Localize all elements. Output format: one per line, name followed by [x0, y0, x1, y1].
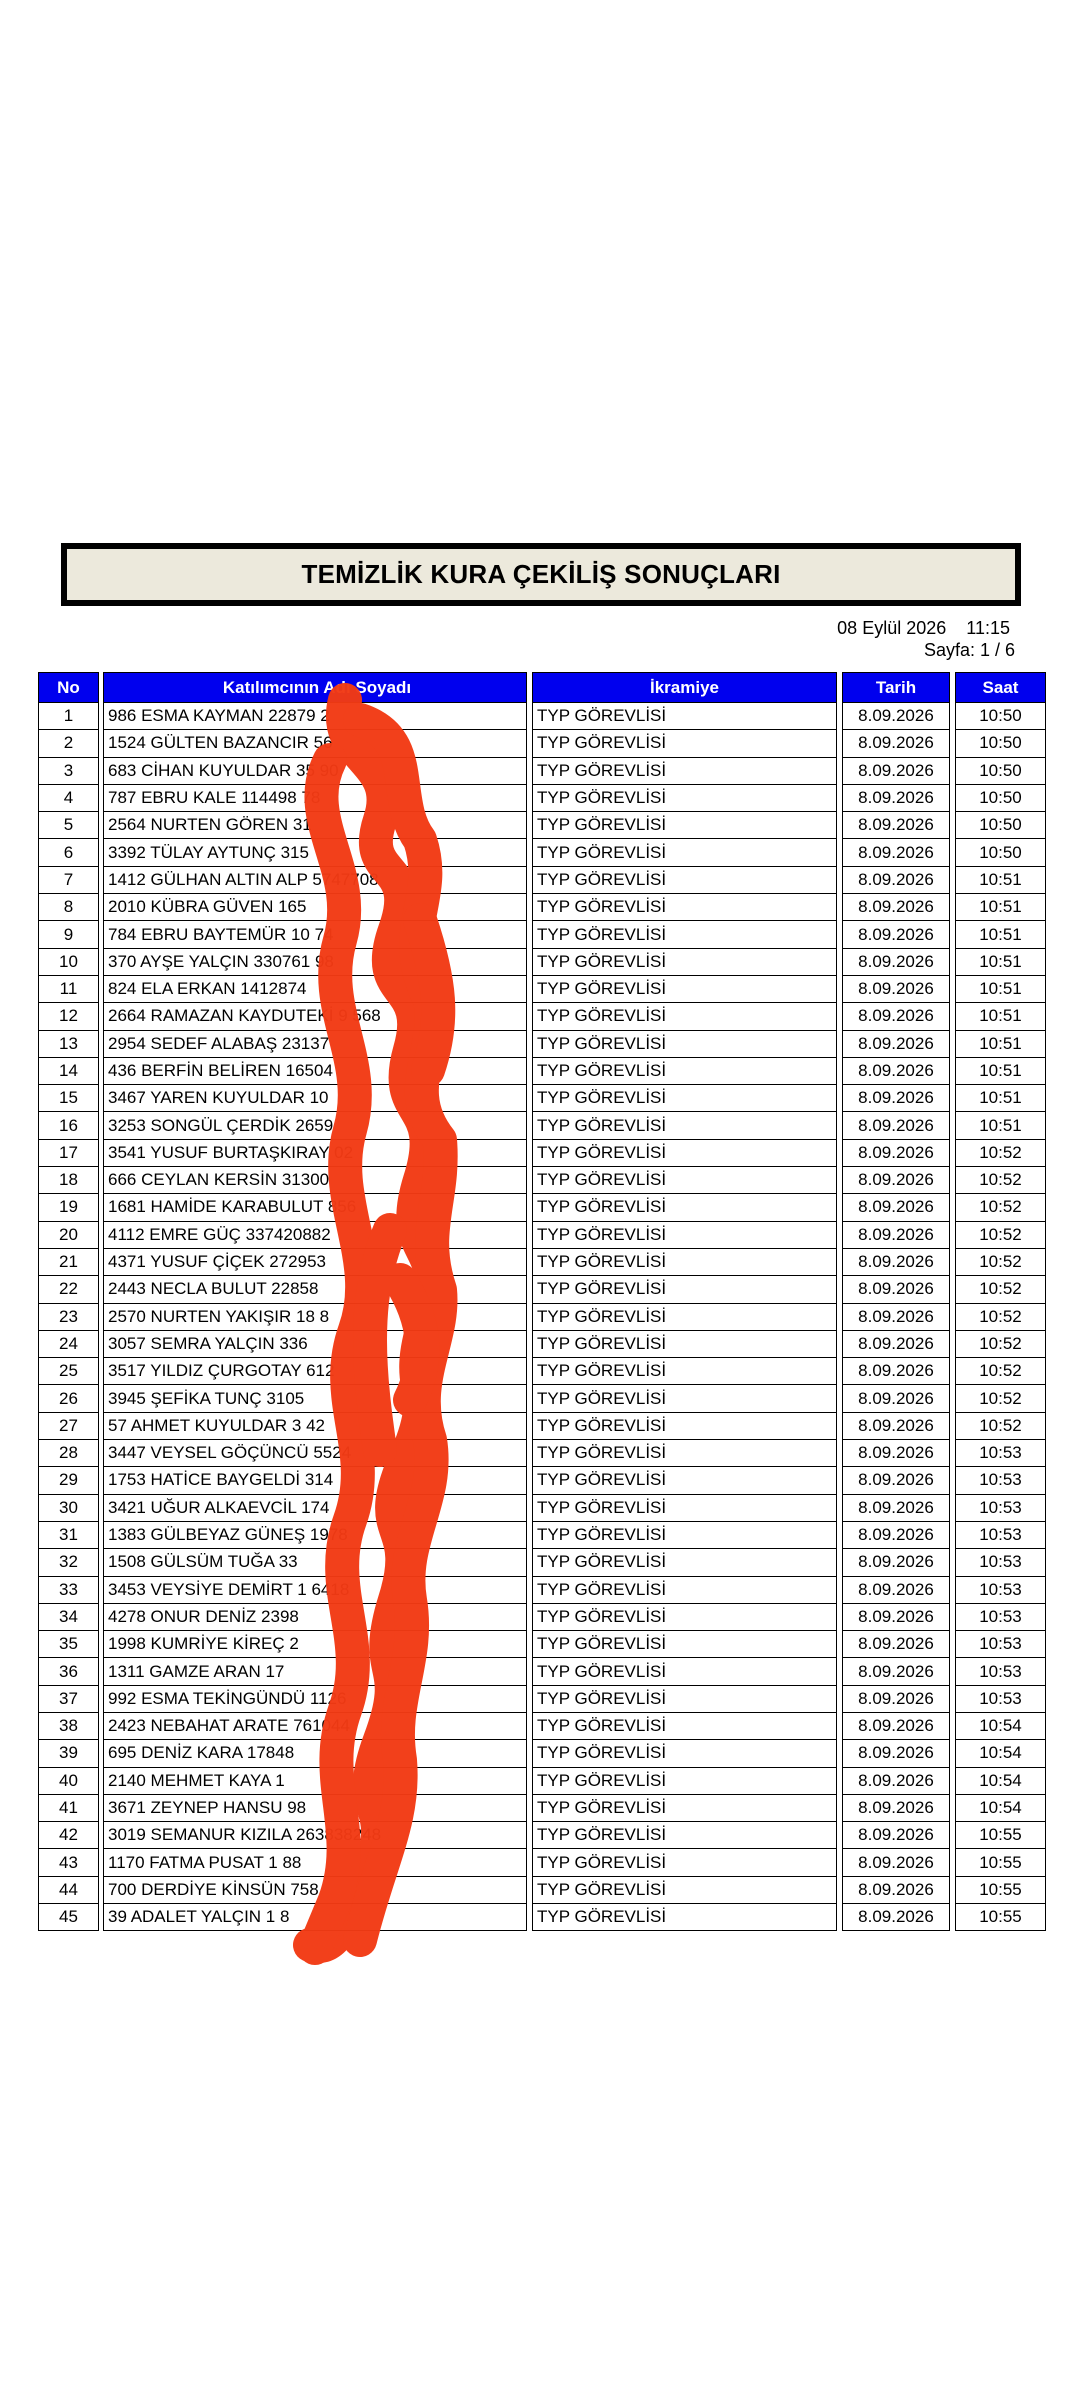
row-date: 8.09.2026	[842, 1549, 950, 1576]
row-date: 8.09.2026	[842, 976, 950, 1003]
row-prize: TYP GÖREVLİSİ	[532, 1167, 837, 1194]
row-name: 2010 KÜBRA GÜVEN 165	[103, 894, 527, 921]
row-prize: TYP GÖREVLİSİ	[532, 1686, 837, 1713]
row-name: 3392 TÜLAY AYTUNÇ 315	[103, 839, 527, 866]
row-time: 10:51	[955, 1058, 1046, 1085]
row-time: 10:53	[955, 1522, 1046, 1549]
row-no: 29	[38, 1467, 99, 1494]
row-time: 10:54	[955, 1795, 1046, 1822]
row-prize: TYP GÖREVLİSİ	[532, 1249, 837, 1276]
row-date: 8.09.2026	[842, 1249, 950, 1276]
row-time: 10:52	[955, 1194, 1046, 1221]
row-name: 57 AHMET KUYULDAR 3 42	[103, 1413, 527, 1440]
row-prize: TYP GÖREVLİSİ	[532, 703, 837, 730]
table-row	[38, 1194, 1046, 1221]
table-row	[38, 1577, 1046, 1604]
row-time: 10:55	[955, 1877, 1046, 1904]
row-no: 4	[38, 785, 99, 812]
row-time: 10:52	[955, 1167, 1046, 1194]
row-name: 3517 YILDIZ ÇURGOTAY 612	[103, 1358, 527, 1385]
table-row	[38, 1467, 1046, 1494]
row-prize: TYP GÖREVLİSİ	[532, 1031, 837, 1058]
row-no: 40	[38, 1768, 99, 1795]
row-date: 8.09.2026	[842, 812, 950, 839]
row-name: 4371 YUSUF ÇİÇEK 272953	[103, 1249, 527, 1276]
row-no: 25	[38, 1358, 99, 1385]
row-date: 8.09.2026	[842, 703, 950, 730]
row-prize: TYP GÖREVLİSİ	[532, 1577, 837, 1604]
row-date: 8.09.2026	[842, 1385, 950, 1412]
table-row	[38, 1167, 1046, 1194]
row-time: 10:53	[955, 1467, 1046, 1494]
row-no: 21	[38, 1249, 99, 1276]
table-row	[38, 839, 1046, 866]
row-time: 10:54	[955, 1713, 1046, 1740]
row-prize: TYP GÖREVLİSİ	[532, 758, 837, 785]
row-no: 16	[38, 1112, 99, 1139]
row-time: 10:52	[955, 1413, 1046, 1440]
table-row	[38, 812, 1046, 839]
row-date: 8.09.2026	[842, 1304, 950, 1331]
row-no: 38	[38, 1713, 99, 1740]
row-no: 31	[38, 1522, 99, 1549]
row-no: 15	[38, 1085, 99, 1112]
header-time: Saat	[955, 672, 1046, 703]
row-date: 8.09.2026	[842, 1276, 950, 1303]
row-no: 19	[38, 1194, 99, 1221]
table-row	[38, 1003, 1046, 1030]
row-name: 1508 GÜLSÜM TUĞA 33	[103, 1549, 527, 1576]
row-no: 6	[38, 839, 99, 866]
row-prize: TYP GÖREVLİSİ	[532, 730, 837, 757]
row-time: 10:52	[955, 1222, 1046, 1249]
table-row	[38, 1112, 1046, 1139]
row-name: 2443 NECLA BULUT 22858	[103, 1276, 527, 1303]
row-time: 10:51	[955, 949, 1046, 976]
table-row	[38, 1222, 1046, 1249]
row-name: 370 AYŞE YALÇIN 330761 98	[103, 949, 527, 976]
row-prize: TYP GÖREVLİSİ	[532, 1358, 837, 1385]
table-row	[38, 1140, 1046, 1167]
row-no: 20	[38, 1222, 99, 1249]
row-name: 436 BERFİN BELİREN 16504	[103, 1058, 527, 1085]
row-prize: TYP GÖREVLİSİ	[532, 1604, 837, 1631]
row-time: 10:51	[955, 867, 1046, 894]
row-name: 1383 GÜLBEYAZ GÜNEŞ 1978	[103, 1522, 527, 1549]
row-date: 8.09.2026	[842, 894, 950, 921]
row-time: 10:50	[955, 839, 1046, 866]
row-no: 43	[38, 1849, 99, 1876]
row-no: 7	[38, 867, 99, 894]
row-name: 3057 SEMRA YALÇIN 336	[103, 1331, 527, 1358]
row-prize: TYP GÖREVLİSİ	[532, 785, 837, 812]
row-prize: TYP GÖREVLİSİ	[532, 1467, 837, 1494]
row-prize: TYP GÖREVLİSİ	[532, 1276, 837, 1303]
row-name: 1681 HAMİDE KARABULUT 856	[103, 1194, 527, 1221]
table-row	[38, 976, 1046, 1003]
row-prize: TYP GÖREVLİSİ	[532, 921, 837, 948]
row-no: 27	[38, 1413, 99, 1440]
header-prize: İkramiye	[532, 672, 837, 703]
table-row	[38, 1495, 1046, 1522]
row-date: 8.09.2026	[842, 1849, 950, 1876]
row-date: 8.09.2026	[842, 785, 950, 812]
table-row	[38, 1385, 1046, 1412]
table-row	[38, 1822, 1046, 1849]
row-name: 1311 GAMZE ARAN 17	[103, 1658, 527, 1685]
row-name: 3447 VEYSEL GÖÇÜNCÜ 5524	[103, 1440, 527, 1467]
row-prize: TYP GÖREVLİSİ	[532, 1713, 837, 1740]
row-date: 8.09.2026	[842, 1604, 950, 1631]
row-date: 8.09.2026	[842, 758, 950, 785]
row-prize: TYP GÖREVLİSİ	[532, 1058, 837, 1085]
row-name: 4278 ONUR DENİZ 2398	[103, 1604, 527, 1631]
row-date: 8.09.2026	[842, 1112, 950, 1139]
row-name: 1753 HATİCE BAYGELDİ 314	[103, 1467, 527, 1494]
row-date: 8.09.2026	[842, 1713, 950, 1740]
row-name: 2954 SEDEF ALABAŞ 23137	[103, 1031, 527, 1058]
table-row	[38, 703, 1046, 730]
row-prize: TYP GÖREVLİSİ	[532, 1549, 837, 1576]
row-time: 10:52	[955, 1358, 1046, 1385]
row-time: 10:52	[955, 1140, 1046, 1167]
print-time: 11:15	[966, 618, 1010, 638]
row-no: 18	[38, 1167, 99, 1194]
table-row	[38, 1440, 1046, 1467]
table-row	[38, 1522, 1046, 1549]
row-no: 32	[38, 1549, 99, 1576]
row-date: 8.09.2026	[842, 1768, 950, 1795]
table-header	[38, 672, 1046, 703]
table-row	[38, 758, 1046, 785]
row-no: 1	[38, 703, 99, 730]
row-prize: TYP GÖREVLİSİ	[532, 949, 837, 976]
row-no: 26	[38, 1385, 99, 1412]
row-date: 8.09.2026	[842, 1495, 950, 1522]
row-time: 10:52	[955, 1304, 1046, 1331]
row-name: 2664 RAMAZAN KAYDUTEKİ 9 568	[103, 1003, 527, 1030]
row-date: 8.09.2026	[842, 921, 950, 948]
row-name: 2564 NURTEN GÖREN 31	[103, 812, 527, 839]
row-name: 3671 ZEYNEP HANSU 98	[103, 1795, 527, 1822]
row-no: 41	[38, 1795, 99, 1822]
row-time: 10:55	[955, 1904, 1046, 1931]
row-no: 28	[38, 1440, 99, 1467]
row-time: 10:51	[955, 894, 1046, 921]
row-time: 10:50	[955, 812, 1046, 839]
row-date: 8.09.2026	[842, 1577, 950, 1604]
header-date: Tarih	[842, 672, 950, 703]
row-no: 36	[38, 1658, 99, 1685]
row-time: 10:51	[955, 976, 1046, 1003]
row-no: 24	[38, 1331, 99, 1358]
row-name: 3453 VEYSİYE DEMİRT 1 6418	[103, 1577, 527, 1604]
row-prize: TYP GÖREVLİSİ	[532, 1413, 837, 1440]
row-no: 14	[38, 1058, 99, 1085]
row-name: 992 ESMA TEKİNGÜNDÜ 1126	[103, 1686, 527, 1713]
results-table	[38, 672, 1046, 1931]
row-date: 8.09.2026	[842, 1822, 950, 1849]
row-time: 10:54	[955, 1740, 1046, 1767]
row-prize: TYP GÖREVLİSİ	[532, 1194, 837, 1221]
row-prize: TYP GÖREVLİSİ	[532, 976, 837, 1003]
row-date: 8.09.2026	[842, 1740, 950, 1767]
row-no: 37	[38, 1686, 99, 1713]
row-date: 8.09.2026	[842, 839, 950, 866]
row-prize: TYP GÖREVLİSİ	[532, 1631, 837, 1658]
row-name: 3019 SEMANUR KIZILA 263838248	[103, 1822, 527, 1849]
row-no: 45	[38, 1904, 99, 1931]
row-no: 30	[38, 1495, 99, 1522]
row-time: 10:53	[955, 1549, 1046, 1576]
row-time: 10:53	[955, 1440, 1046, 1467]
row-no: 33	[38, 1577, 99, 1604]
row-name: 1998 KUMRİYE KİREÇ 2	[103, 1631, 527, 1658]
row-date: 8.09.2026	[842, 1058, 950, 1085]
row-date: 8.09.2026	[842, 1795, 950, 1822]
table-body	[38, 703, 1046, 1931]
row-name: 4112 EMRE GÜÇ 337420882	[103, 1222, 527, 1249]
table-row	[38, 1085, 1046, 1112]
row-name: 824 ELA ERKAN 1412874	[103, 976, 527, 1003]
table-row	[38, 949, 1046, 976]
row-date: 8.09.2026	[842, 1085, 950, 1112]
row-prize: TYP GÖREVLİSİ	[532, 1768, 837, 1795]
row-date: 8.09.2026	[842, 1522, 950, 1549]
row-prize: TYP GÖREVLİSİ	[532, 1795, 837, 1822]
table-row	[38, 1331, 1046, 1358]
row-name: 3253 SONGÜL ÇERDİK 2659	[103, 1112, 527, 1139]
row-time: 10:52	[955, 1331, 1046, 1358]
row-time: 10:52	[955, 1249, 1046, 1276]
row-date: 8.09.2026	[842, 1413, 950, 1440]
row-date: 8.09.2026	[842, 867, 950, 894]
row-prize: TYP GÖREVLİSİ	[532, 1740, 837, 1767]
row-no: 23	[38, 1304, 99, 1331]
table-row	[38, 1058, 1046, 1085]
row-name: 666 CEYLAN KERSİN 31300	[103, 1167, 527, 1194]
table-row	[38, 1658, 1046, 1685]
row-time: 10:53	[955, 1577, 1046, 1604]
row-name: 986 ESMA KAYMAN 22879 2	[103, 703, 527, 730]
table-row	[38, 1904, 1046, 1931]
row-name: 3945 ŞEFİKA TUNÇ 3105	[103, 1385, 527, 1412]
row-time: 10:51	[955, 1031, 1046, 1058]
table-row	[38, 730, 1046, 757]
document-title: TEMİZLİK KURA ÇEKİLİŞ SONUÇLARI	[301, 559, 781, 589]
row-date: 8.09.2026	[842, 1331, 950, 1358]
row-name: 2423 NEBAHAT ARATE 761044	[103, 1713, 527, 1740]
row-name: 2570 NURTEN YAKIŞIR 18 8	[103, 1304, 527, 1331]
row-no: 42	[38, 1822, 99, 1849]
row-prize: TYP GÖREVLİSİ	[532, 1658, 837, 1685]
row-date: 8.09.2026	[842, 1467, 950, 1494]
row-date: 8.09.2026	[842, 1440, 950, 1467]
table-row	[38, 1304, 1046, 1331]
row-time: 10:50	[955, 758, 1046, 785]
row-name: 787 EBRU KALE 114498 78	[103, 785, 527, 812]
row-date: 8.09.2026	[842, 1631, 950, 1658]
table-row	[38, 785, 1046, 812]
row-prize: TYP GÖREVLİSİ	[532, 1222, 837, 1249]
row-prize: TYP GÖREVLİSİ	[532, 1904, 837, 1931]
row-name: 3541 YUSUF BURTAŞKIRAY 02	[103, 1140, 527, 1167]
row-prize: TYP GÖREVLİSİ	[532, 867, 837, 894]
table-row	[38, 1549, 1046, 1576]
row-date: 8.09.2026	[842, 1877, 950, 1904]
row-prize: TYP GÖREVLİSİ	[532, 839, 837, 866]
row-date: 8.09.2026	[842, 1194, 950, 1221]
row-name: 1412 GÜLHAN ALTIN ALP 5747708	[103, 867, 527, 894]
row-date: 8.09.2026	[842, 1167, 950, 1194]
row-no: 10	[38, 949, 99, 976]
row-date: 8.09.2026	[842, 1904, 950, 1931]
table-row	[38, 894, 1046, 921]
row-time: 10:50	[955, 703, 1046, 730]
row-time: 10:52	[955, 1276, 1046, 1303]
row-name: 784 EBRU BAYTEMÜR 10 74	[103, 921, 527, 948]
row-date: 8.09.2026	[842, 1658, 950, 1685]
row-time: 10:53	[955, 1686, 1046, 1713]
table-row	[38, 1740, 1046, 1767]
table-row	[38, 1877, 1046, 1904]
row-prize: TYP GÖREVLİSİ	[532, 1140, 837, 1167]
row-time: 10:55	[955, 1822, 1046, 1849]
row-prize: TYP GÖREVLİSİ	[532, 1495, 837, 1522]
row-date: 8.09.2026	[842, 1222, 950, 1249]
row-prize: TYP GÖREVLİSİ	[532, 1331, 837, 1358]
row-no: 17	[38, 1140, 99, 1167]
row-date: 8.09.2026	[842, 1686, 950, 1713]
row-time: 10:52	[955, 1385, 1046, 1412]
page-indicator: Sayfa: 1 / 6	[923, 640, 1015, 660]
table-row	[38, 1604, 1046, 1631]
row-time: 10:54	[955, 1768, 1046, 1795]
row-no: 13	[38, 1031, 99, 1058]
row-name: 683 CİHAN KUYULDAR 35 90	[103, 758, 527, 785]
row-no: 9	[38, 921, 99, 948]
row-no: 34	[38, 1604, 99, 1631]
row-prize: TYP GÖREVLİSİ	[532, 1085, 837, 1112]
row-time: 10:53	[955, 1495, 1046, 1522]
row-name: 2140 MEHMET KAYA 1	[103, 1768, 527, 1795]
row-prize: TYP GÖREVLİSİ	[532, 1304, 837, 1331]
row-no: 39	[38, 1740, 99, 1767]
row-no: 22	[38, 1276, 99, 1303]
table-row	[38, 1413, 1046, 1440]
row-prize: TYP GÖREVLİSİ	[532, 1440, 837, 1467]
row-prize: TYP GÖREVLİSİ	[532, 894, 837, 921]
row-no: 5	[38, 812, 99, 839]
row-prize: TYP GÖREVLİSİ	[532, 1849, 837, 1876]
row-no: 44	[38, 1877, 99, 1904]
row-time: 10:53	[955, 1604, 1046, 1631]
row-no: 11	[38, 976, 99, 1003]
row-no: 2	[38, 730, 99, 757]
row-date: 8.09.2026	[842, 1140, 950, 1167]
row-time: 10:53	[955, 1631, 1046, 1658]
table-row	[38, 1849, 1046, 1876]
row-time: 10:51	[955, 1003, 1046, 1030]
header-name: Katılımcının Adı Soyadı	[103, 672, 527, 703]
row-time: 10:50	[955, 785, 1046, 812]
row-prize: TYP GÖREVLİSİ	[532, 812, 837, 839]
row-name: 1524 GÜLTEN BAZANCIR 56	[103, 730, 527, 757]
row-date: 8.09.2026	[842, 949, 950, 976]
table-row	[38, 1631, 1046, 1658]
row-no: 8	[38, 894, 99, 921]
row-name: 3421 UĞUR ALKAEVCİL 174	[103, 1495, 527, 1522]
row-date: 8.09.2026	[842, 1031, 950, 1058]
row-no: 12	[38, 1003, 99, 1030]
row-no: 35	[38, 1631, 99, 1658]
row-time: 10:55	[955, 1849, 1046, 1876]
print-datetime	[780, 618, 1010, 639]
table-row	[38, 1795, 1046, 1822]
table-row	[38, 1358, 1046, 1385]
table-row	[38, 1249, 1046, 1276]
row-name: 3467 YAREN KUYULDAR 10	[103, 1085, 527, 1112]
table-row	[38, 1713, 1046, 1740]
table-row	[38, 867, 1046, 894]
row-prize: TYP GÖREVLİSİ	[532, 1522, 837, 1549]
table-row	[38, 1031, 1046, 1058]
row-time: 10:51	[955, 1085, 1046, 1112]
row-name: 695 DENİZ KARA 17848	[103, 1740, 527, 1767]
header-no: No	[38, 672, 99, 703]
row-name: 700 DERDİYE KİNSÜN 758	[103, 1877, 527, 1904]
row-no: 3	[38, 758, 99, 785]
table-row	[38, 1276, 1046, 1303]
row-time: 10:51	[955, 921, 1046, 948]
row-time: 10:51	[955, 1112, 1046, 1139]
row-name: 39 ADALET YALÇIN 1 8	[103, 1904, 527, 1931]
row-date: 8.09.2026	[842, 1003, 950, 1030]
table-row	[38, 1686, 1046, 1713]
table-row	[38, 1768, 1046, 1795]
document-title-box	[61, 543, 1021, 606]
row-prize: TYP GÖREVLİSİ	[532, 1877, 837, 1904]
row-name: 1170 FATMA PUSAT 1 88	[103, 1849, 527, 1876]
row-prize: TYP GÖREVLİSİ	[532, 1822, 837, 1849]
print-date: 08 Eylül 2026	[837, 618, 947, 638]
row-time: 10:53	[955, 1658, 1046, 1685]
row-date: 8.09.2026	[842, 730, 950, 757]
row-date: 8.09.2026	[842, 1358, 950, 1385]
row-prize: TYP GÖREVLİSİ	[532, 1112, 837, 1139]
row-time: 10:50	[955, 730, 1046, 757]
row-prize: TYP GÖREVLİSİ	[532, 1385, 837, 1412]
table-row	[38, 921, 1046, 948]
row-prize: TYP GÖREVLİSİ	[532, 1003, 837, 1030]
